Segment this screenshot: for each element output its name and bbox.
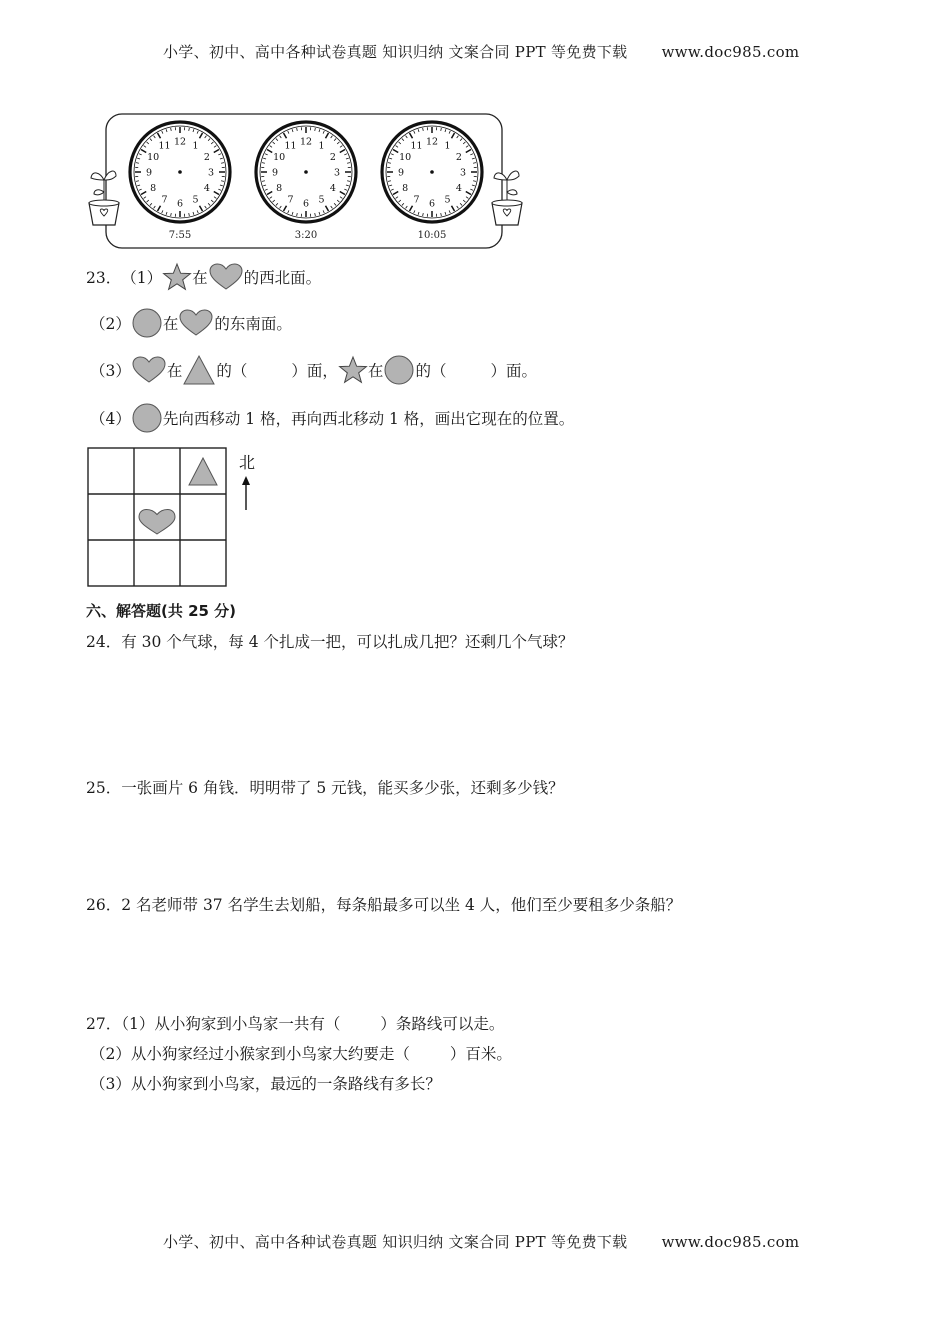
clock-numeral: 11 (158, 140, 171, 152)
heart-icon (208, 263, 244, 291)
clock-numeral: 12 (173, 136, 187, 148)
question-24: 24．有 30 个气球，每 4 个扎成一把，可以扎成几把？还剩几个气球？ (86, 633, 574, 651)
clock-numeral: 9 (145, 167, 153, 179)
clock-numeral: 1 (318, 140, 325, 152)
clock-face (382, 122, 482, 222)
clock-numeral: 4 (455, 183, 462, 194)
q23-p2-suffix: 的东南面。 (214, 315, 292, 333)
q23-p4-suffix: 先向西移动 1 格，再向西北移动 1 格，画出它现在的位置。 (162, 410, 575, 428)
clock-numeral: 10 (399, 152, 412, 163)
clock-numeral: 9 (397, 167, 405, 179)
grid-heart (139, 510, 175, 535)
clock-face (130, 122, 230, 222)
q23-p3-close: ）面， (291, 362, 338, 380)
clock-numeral: 3 (333, 167, 341, 179)
circle-icon (131, 307, 163, 339)
clock-numeral: 12 (299, 136, 313, 148)
q23-p3-mid2: 在 (367, 362, 384, 380)
clock-numeral: 7 (287, 194, 294, 206)
q23-part1 (86, 262, 321, 292)
star-icon (162, 262, 192, 292)
clock-numeral: 8 (276, 183, 283, 194)
clock-numeral: 11 (410, 140, 423, 152)
clock-numeral: 4 (329, 183, 336, 194)
clock-numeral: 3 (207, 167, 215, 179)
q23-p2-prefix: （2） (90, 315, 131, 333)
page-header (163, 41, 799, 62)
q23-part2 (90, 308, 292, 338)
q23-p1-suffix: 的西北面。 (243, 269, 322, 287)
clock-numeral: 8 (402, 183, 409, 194)
q23-part4 (90, 402, 574, 434)
star-icon (338, 355, 368, 385)
clock-numeral: 7 (413, 194, 420, 206)
north-arrow-icon (242, 476, 250, 510)
clock-time-3: 10:05 (417, 230, 447, 241)
grid-triangle (189, 458, 217, 485)
clock-numeral: 11 (284, 140, 297, 152)
q23-number: 23． (86, 269, 122, 287)
question-26: 26．2 名老师带 37 名学生去划船，每条船最多可以坐 4 人，他们至少要租多少条船？ (86, 896, 682, 914)
header-text: 小学、初中、高中各种试卷真题 知识归纳 文案合同 PPT 等免费下载 (163, 43, 628, 61)
clock-numeral: 5 (444, 194, 451, 206)
q27-p1-end: ）条路线可以走。 (380, 1015, 505, 1033)
question-27-part3 (90, 1072, 441, 1094)
clock-numeral: 12 (425, 136, 439, 148)
question-25: 25．一张画片 6 角钱．明明带了 5 元钱，能买多少张，还剩多少钱？ (86, 779, 564, 797)
clock-numeral: 10 (147, 152, 160, 163)
q23-p2-mid: 在 (162, 315, 179, 333)
position-grid (86, 446, 266, 590)
clock-time-1: 7:55 (168, 230, 192, 241)
page-footer (163, 1231, 799, 1252)
clock-numeral: 4 (203, 183, 210, 194)
q23-p1-prefix: （1） (121, 269, 163, 287)
clock-time-2: 3:20 (294, 230, 318, 241)
q23-part3 (90, 354, 537, 386)
q23-p3-de: 的（ (216, 362, 248, 380)
clock-numeral: 9 (271, 167, 279, 179)
heart-icon (131, 356, 167, 384)
q23-p3-de2: 的（ (415, 362, 447, 380)
question-27-part2 (90, 1042, 512, 1064)
north-label: 北 (238, 453, 256, 472)
clock-numeral: 1 (444, 140, 451, 152)
clock-numeral: 3 (459, 167, 467, 179)
clock-numeral: 6 (428, 198, 436, 210)
clock-panel (86, 110, 526, 254)
q27-p1-text: 27．（1）从小狗家到小鸟家一共有（ (86, 1015, 341, 1033)
q23-p3-mid: 在 (166, 362, 183, 380)
circle-icon (131, 402, 163, 434)
q23-p4-prefix: （4） (90, 410, 131, 428)
section-title: 六、解答题(共 25 分) (86, 602, 237, 620)
footer-text: 小学、初中、高中各种试卷真题 知识归纳 文案合同 PPT 等免费下载 (163, 1233, 628, 1251)
triangle-icon (182, 354, 216, 386)
clock-numeral: 8 (150, 183, 157, 194)
heart-icon (178, 309, 214, 337)
clock-numeral: 6 (302, 198, 310, 210)
clock-numeral: 5 (192, 194, 199, 206)
q23-p3-close2: ）面。 (490, 362, 537, 380)
plant-pot-left (89, 171, 119, 225)
q27-p2-end: ）百米。 (449, 1045, 512, 1063)
q23-p3-prefix: （3） (90, 362, 131, 380)
clock-numeral: 6 (176, 198, 184, 210)
clock-numeral: 2 (455, 152, 462, 163)
header-url: www.doc985.com (661, 43, 800, 61)
q23-p1-mid: 在 (192, 269, 208, 287)
clock-numeral: 2 (329, 152, 336, 163)
clock-numeral: 7 (161, 194, 168, 206)
q27-p2-text: （2）从小狗家经过小猴家到小鸟家大约要走（ (90, 1045, 410, 1063)
circle-icon (383, 354, 415, 386)
clock-numeral: 2 (203, 152, 210, 163)
clock-numeral: 10 (273, 152, 286, 163)
clock-numeral: 5 (318, 194, 325, 206)
q27-p3-text: （3）从小狗家到小鸟家，最远的一条路线有多长？ (90, 1075, 441, 1093)
plant-pot-right (492, 171, 522, 225)
clock-face (256, 122, 356, 222)
question-27-part1 (86, 1012, 504, 1034)
footer-url: www.doc985.com (661, 1233, 800, 1251)
clock-numeral: 1 (192, 140, 199, 152)
